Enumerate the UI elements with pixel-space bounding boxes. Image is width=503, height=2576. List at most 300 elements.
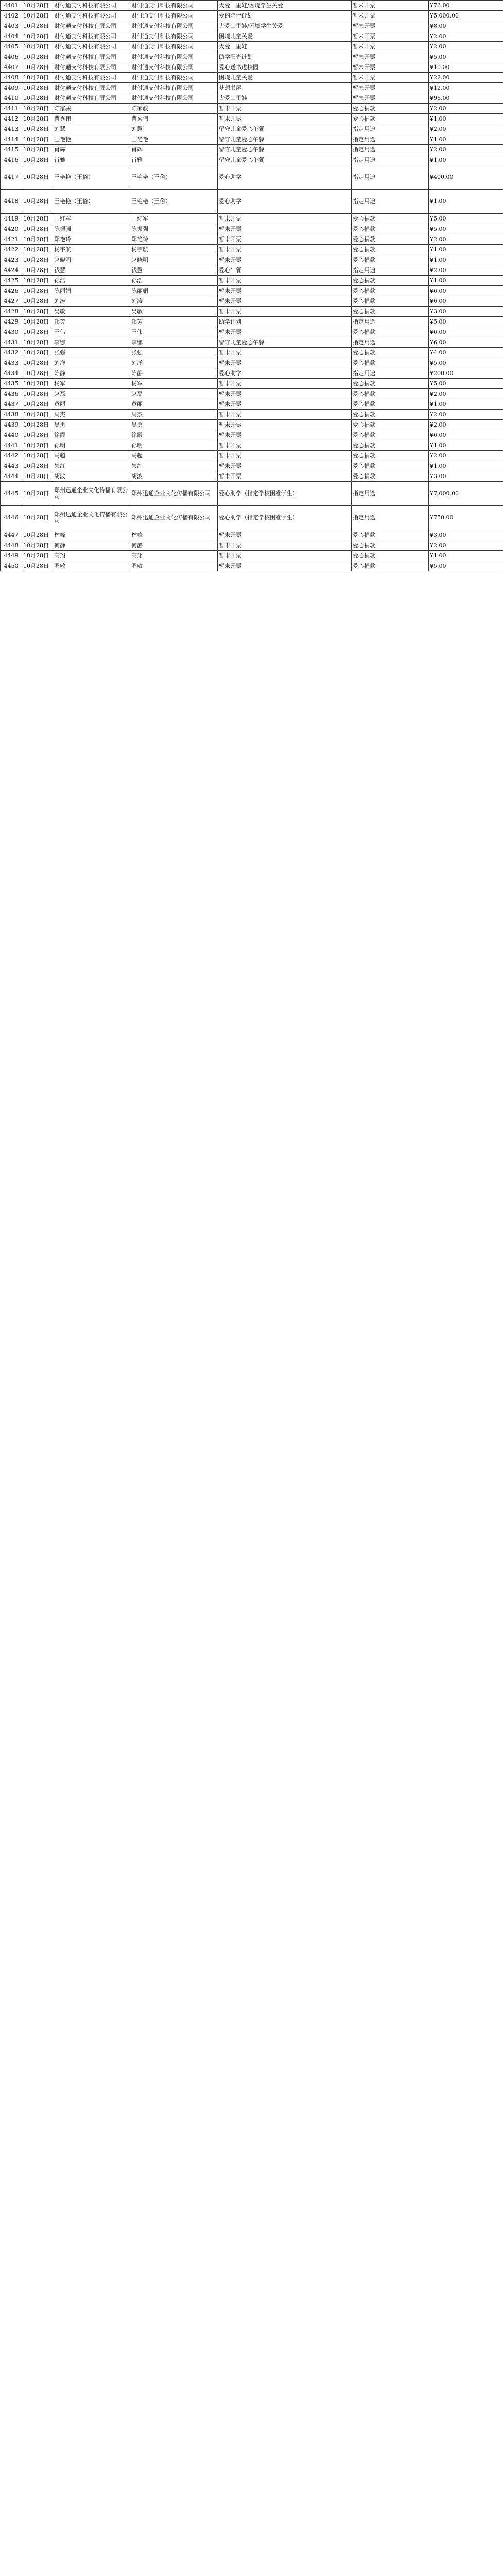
row-date: 10月28日 bbox=[22, 124, 53, 134]
row-donor: 郑艳玲 bbox=[53, 234, 130, 245]
row-payer: 李娜 bbox=[130, 337, 218, 348]
ledger-body bbox=[1, 1, 503, 571]
row-donor: 郑州迅通企业文化传播有限公司 bbox=[53, 482, 130, 506]
table-row bbox=[1, 73, 503, 83]
row-purpose: 爱心助学 bbox=[218, 190, 352, 214]
row-amount: ¥1.00 bbox=[429, 114, 503, 124]
table-row bbox=[1, 245, 503, 255]
row-donor: 刘慧 bbox=[53, 124, 130, 134]
row-donor: 财付通支付科技有限公司 bbox=[53, 52, 130, 62]
row-number: 4402 bbox=[1, 11, 22, 21]
row-payer: 孙浩 bbox=[130, 276, 218, 286]
table-row bbox=[1, 145, 503, 155]
table-row bbox=[1, 530, 503, 540]
row-purpose: 暂未开票 bbox=[218, 440, 352, 451]
row-purpose: 暂未开票 bbox=[218, 348, 352, 358]
row-type: 爱心捐款 bbox=[352, 224, 429, 234]
row-number: 4412 bbox=[1, 114, 22, 124]
row-type: 爱心捐款 bbox=[352, 276, 429, 286]
row-payer: 王红军 bbox=[130, 214, 218, 224]
row-date: 10月28日 bbox=[22, 114, 53, 124]
row-donor: 林峰 bbox=[53, 530, 130, 540]
row-date: 10月28日 bbox=[22, 265, 53, 276]
row-type: 爱心捐款 bbox=[352, 114, 429, 124]
table-row bbox=[1, 104, 503, 114]
table-row bbox=[1, 307, 503, 317]
row-donor: 财付通支付科技有限公司 bbox=[53, 11, 130, 21]
row-payer: 财付通支付科技有限公司 bbox=[130, 31, 218, 42]
table-row bbox=[1, 461, 503, 471]
row-number: 4445 bbox=[1, 482, 22, 506]
row-number: 4430 bbox=[1, 327, 22, 337]
row-purpose: 留守儿童爱心午餐 bbox=[218, 145, 352, 155]
row-number: 4409 bbox=[1, 83, 22, 93]
row-donor: 李娜 bbox=[53, 337, 130, 348]
row-date: 10月28日 bbox=[22, 234, 53, 245]
row-payer: 杨宇航 bbox=[130, 245, 218, 255]
row-payer: 财付通支付科技有限公司 bbox=[130, 52, 218, 62]
row-purpose: 暂未开票 bbox=[218, 114, 352, 124]
row-amount: ¥4.00 bbox=[429, 348, 503, 358]
row-payer: 王艳艳 bbox=[130, 134, 218, 145]
row-payer: 郑州迅通企业文化传播有限公司 bbox=[130, 482, 218, 506]
row-date: 10月28日 bbox=[22, 214, 53, 224]
row-date: 10月28日 bbox=[22, 134, 53, 145]
row-amount: ¥6.00 bbox=[429, 296, 503, 307]
row-date: 10月28日 bbox=[22, 348, 53, 358]
row-payer: 赵晓明 bbox=[130, 255, 218, 265]
row-donor: 财付通支付科技有限公司 bbox=[53, 62, 130, 73]
row-number: 4423 bbox=[1, 255, 22, 265]
row-amount: ¥7,000.00 bbox=[429, 482, 503, 506]
row-date: 10月28日 bbox=[22, 561, 53, 571]
row-purpose: 大爱山里娃/困境学生关爱 bbox=[218, 1, 352, 11]
row-amount: ¥2.00 bbox=[429, 451, 503, 461]
row-amount: ¥1.00 bbox=[429, 461, 503, 471]
row-amount: ¥2.00 bbox=[429, 31, 503, 42]
row-number: 4410 bbox=[1, 93, 22, 104]
table-row bbox=[1, 165, 503, 190]
table-row bbox=[1, 114, 503, 124]
row-type: 爱心捐款 bbox=[352, 245, 429, 255]
row-purpose: 爱的陪伴计划 bbox=[218, 11, 352, 21]
row-type: 爱心捐款 bbox=[352, 307, 429, 317]
row-amount: ¥1.00 bbox=[429, 245, 503, 255]
row-amount: ¥2.00 bbox=[429, 104, 503, 114]
row-type: 爱心捐款 bbox=[352, 234, 429, 245]
row-number: 4401 bbox=[1, 1, 22, 11]
row-number: 4434 bbox=[1, 368, 22, 379]
row-date: 10月28日 bbox=[22, 410, 53, 420]
table-row bbox=[1, 561, 503, 571]
row-payer: 孙明 bbox=[130, 440, 218, 451]
row-payer: 郑艳玲 bbox=[130, 234, 218, 245]
row-payer: 曹秀伟 bbox=[130, 114, 218, 124]
row-amount: ¥5.00 bbox=[429, 214, 503, 224]
row-donor: 财付通支付科技有限公司 bbox=[53, 21, 130, 31]
row-date: 10月28日 bbox=[22, 551, 53, 561]
row-type: 爱心捐款 bbox=[352, 410, 429, 420]
row-donor: 钱慧 bbox=[53, 265, 130, 276]
row-type: 指定用途 bbox=[352, 134, 429, 145]
table-row bbox=[1, 214, 503, 224]
row-type: 爱心捐款 bbox=[352, 420, 429, 430]
row-payer: 杨军 bbox=[130, 379, 218, 389]
row-amount: ¥1.00 bbox=[429, 440, 503, 451]
row-purpose: 留守儿童爱心午餐 bbox=[218, 134, 352, 145]
row-type: 爱心捐款 bbox=[352, 286, 429, 296]
table-row bbox=[1, 506, 503, 530]
row-amount: ¥2.00 bbox=[429, 265, 503, 276]
row-payer: 刘涛 bbox=[130, 296, 218, 307]
row-purpose: 大爱山里娃 bbox=[218, 42, 352, 52]
row-date: 10月28日 bbox=[22, 451, 53, 461]
table-row bbox=[1, 276, 503, 286]
table-row bbox=[1, 62, 503, 73]
table-row bbox=[1, 155, 503, 165]
row-date: 10月28日 bbox=[22, 389, 53, 399]
table-row bbox=[1, 337, 503, 348]
row-donor: 赵磊 bbox=[53, 389, 130, 399]
row-type: 爱心捐款 bbox=[352, 530, 429, 540]
row-date: 10月28日 bbox=[22, 21, 53, 31]
row-date: 10月28日 bbox=[22, 430, 53, 440]
table-row bbox=[1, 42, 503, 52]
row-amount: ¥2.00 bbox=[429, 42, 503, 52]
row-purpose: 暂未开票 bbox=[218, 255, 352, 265]
row-number: 4437 bbox=[1, 399, 22, 410]
row-donor: 朱红 bbox=[53, 461, 130, 471]
row-donor: 刘涛 bbox=[53, 296, 130, 307]
row-donor: 周杰 bbox=[53, 410, 130, 420]
row-donor: 陈静 bbox=[53, 368, 130, 379]
row-donor: 王艳艳 bbox=[53, 134, 130, 145]
table-row bbox=[1, 399, 503, 410]
row-purpose: 困境儿童关爱 bbox=[218, 73, 352, 83]
row-payer: 刘洋 bbox=[130, 358, 218, 368]
row-date: 10月28日 bbox=[22, 358, 53, 368]
row-purpose: 暂未开票 bbox=[218, 430, 352, 440]
row-payer: 肖雅 bbox=[130, 155, 218, 165]
table-row bbox=[1, 31, 503, 42]
row-payer: 财付通支付科技有限公司 bbox=[130, 93, 218, 104]
row-purpose: 暂未开票 bbox=[218, 379, 352, 389]
row-date: 10月28日 bbox=[22, 276, 53, 286]
table-row bbox=[1, 286, 503, 296]
row-payer: 财付通支付科技有限公司 bbox=[130, 42, 218, 52]
row-type: 指定用途 bbox=[352, 482, 429, 506]
row-payer: 张强 bbox=[130, 348, 218, 358]
row-type: 爱心捐款 bbox=[352, 379, 429, 389]
row-type: 暂未开票 bbox=[352, 62, 429, 73]
row-type: 暂未开票 bbox=[352, 83, 429, 93]
row-type: 指定用途 bbox=[352, 265, 429, 276]
row-payer: 陈丽娟 bbox=[130, 286, 218, 296]
row-date: 10月28日 bbox=[22, 540, 53, 551]
table-row bbox=[1, 190, 503, 214]
row-type: 爱心捐款 bbox=[352, 296, 429, 307]
row-number: 4450 bbox=[1, 561, 22, 571]
table-row bbox=[1, 234, 503, 245]
row-type: 爱心捐款 bbox=[352, 461, 429, 471]
row-date: 10月28日 bbox=[22, 73, 53, 83]
row-payer: 郑州迅通企业文化传播有限公司 bbox=[130, 506, 218, 530]
table-row bbox=[1, 93, 503, 104]
row-amount: ¥5.00 bbox=[429, 52, 503, 62]
row-purpose: 暂未开票 bbox=[218, 551, 352, 561]
table-row bbox=[1, 11, 503, 21]
row-purpose: 暂未开票 bbox=[218, 224, 352, 234]
row-amount: ¥6.00 bbox=[429, 430, 503, 440]
row-donor: 黄丽 bbox=[53, 399, 130, 410]
row-number: 4425 bbox=[1, 276, 22, 286]
row-amount: ¥5.00 bbox=[429, 561, 503, 571]
row-date: 10月28日 bbox=[22, 62, 53, 73]
row-purpose: 暂未开票 bbox=[218, 234, 352, 245]
row-purpose: 暂未开票 bbox=[218, 420, 352, 430]
row-type: 指定用途 bbox=[352, 337, 429, 348]
row-purpose: 助学计划 bbox=[218, 317, 352, 327]
row-number: 4438 bbox=[1, 410, 22, 420]
row-amount: ¥2.00 bbox=[429, 145, 503, 155]
row-payer: 陈家骏 bbox=[130, 104, 218, 114]
table-row bbox=[1, 224, 503, 234]
table-row bbox=[1, 265, 503, 276]
row-payer: 钱慧 bbox=[130, 265, 218, 276]
table-row bbox=[1, 21, 503, 31]
table-row bbox=[1, 368, 503, 379]
row-number: 4429 bbox=[1, 317, 22, 327]
row-date: 10月28日 bbox=[22, 255, 53, 265]
row-donor: 王伟 bbox=[53, 327, 130, 337]
row-date: 10月28日 bbox=[22, 506, 53, 530]
row-number: 4413 bbox=[1, 124, 22, 134]
row-purpose: 爱心送书进校园 bbox=[218, 62, 352, 73]
row-amount: ¥750.00 bbox=[429, 506, 503, 530]
row-number: 4411 bbox=[1, 104, 22, 114]
row-number: 4421 bbox=[1, 234, 22, 245]
row-payer: 王艳艳（王俗） bbox=[130, 190, 218, 214]
row-donor: 肖辉 bbox=[53, 145, 130, 155]
row-date: 10月28日 bbox=[22, 93, 53, 104]
row-purpose: 大爱山里娃/困境学生关爱 bbox=[218, 21, 352, 31]
row-purpose: 暂未开票 bbox=[218, 245, 352, 255]
row-date: 10月28日 bbox=[22, 1, 53, 11]
row-purpose: 暂未开票 bbox=[218, 358, 352, 368]
row-donor: 陈丽娟 bbox=[53, 286, 130, 296]
row-type: 爱心捐款 bbox=[352, 348, 429, 358]
row-type: 暂未开票 bbox=[352, 21, 429, 31]
row-date: 10月28日 bbox=[22, 482, 53, 506]
row-donor: 刘洋 bbox=[53, 358, 130, 368]
row-amount: ¥1.00 bbox=[429, 399, 503, 410]
row-donor: 高翔 bbox=[53, 551, 130, 561]
row-payer: 吴敏 bbox=[130, 307, 218, 317]
row-amount: ¥2.00 bbox=[429, 420, 503, 430]
row-payer: 陈振强 bbox=[130, 224, 218, 234]
row-payer: 财付通支付科技有限公司 bbox=[130, 11, 218, 21]
row-donor: 陈家骏 bbox=[53, 104, 130, 114]
row-amount: ¥12.00 bbox=[429, 83, 503, 93]
row-donor: 陈振强 bbox=[53, 224, 130, 234]
row-type: 暂未开票 bbox=[352, 93, 429, 104]
row-number: 4435 bbox=[1, 379, 22, 389]
row-purpose: 暂未开票 bbox=[218, 327, 352, 337]
row-number: 4406 bbox=[1, 52, 22, 62]
row-number: 4416 bbox=[1, 155, 22, 165]
row-date: 10月28日 bbox=[22, 317, 53, 327]
table-row bbox=[1, 134, 503, 145]
row-number: 4404 bbox=[1, 31, 22, 42]
row-type: 指定用途 bbox=[352, 506, 429, 530]
row-amount: ¥2.00 bbox=[429, 410, 503, 420]
row-number: 4433 bbox=[1, 358, 22, 368]
row-number: 4447 bbox=[1, 530, 22, 540]
row-donor: 杨宇航 bbox=[53, 245, 130, 255]
row-purpose: 爱心午餐 bbox=[218, 265, 352, 276]
row-purpose: 暂未开票 bbox=[218, 540, 352, 551]
row-number: 4419 bbox=[1, 214, 22, 224]
row-type: 爱心捐款 bbox=[352, 471, 429, 482]
table-row bbox=[1, 430, 503, 440]
row-purpose: 暂未开票 bbox=[218, 561, 352, 571]
row-number: 4431 bbox=[1, 337, 22, 348]
row-type: 爱心捐款 bbox=[352, 561, 429, 571]
row-amount: ¥1.00 bbox=[429, 255, 503, 265]
row-donor: 徐霞 bbox=[53, 430, 130, 440]
row-payer: 财付通支付科技有限公司 bbox=[130, 1, 218, 11]
row-number: 4426 bbox=[1, 286, 22, 296]
row-amount: ¥1.00 bbox=[429, 190, 503, 214]
row-purpose: 暂未开票 bbox=[218, 307, 352, 317]
row-amount: ¥5.00 bbox=[429, 224, 503, 234]
row-date: 10月28日 bbox=[22, 440, 53, 451]
row-number: 4420 bbox=[1, 224, 22, 234]
row-donor: 孙明 bbox=[53, 440, 130, 451]
row-amount: ¥5,000.00 bbox=[429, 11, 503, 21]
row-purpose: 暂未开票 bbox=[218, 286, 352, 296]
row-date: 10月28日 bbox=[22, 399, 53, 410]
row-purpose: 助学阳光计划 bbox=[218, 52, 352, 62]
table-row bbox=[1, 296, 503, 307]
row-number: 4443 bbox=[1, 461, 22, 471]
row-number: 4408 bbox=[1, 73, 22, 83]
table-row bbox=[1, 451, 503, 461]
row-payer: 王伟 bbox=[130, 327, 218, 337]
row-amount: ¥96.00 bbox=[429, 93, 503, 104]
row-purpose: 暂未开票 bbox=[218, 104, 352, 114]
table-row bbox=[1, 124, 503, 134]
row-payer: 徐霞 bbox=[130, 430, 218, 440]
row-number: 4436 bbox=[1, 389, 22, 399]
row-donor: 财付通支付科技有限公司 bbox=[53, 42, 130, 52]
row-number: 4403 bbox=[1, 21, 22, 31]
row-amount: ¥200.00 bbox=[429, 368, 503, 379]
row-donor: 赵晓明 bbox=[53, 255, 130, 265]
row-purpose: 梦想书屋 bbox=[218, 83, 352, 93]
row-payer: 刘慧 bbox=[130, 124, 218, 134]
row-type: 爱心捐款 bbox=[352, 104, 429, 114]
table-row bbox=[1, 482, 503, 506]
row-donor: 曹秀伟 bbox=[53, 114, 130, 124]
row-payer: 王艳艳（王俗） bbox=[130, 165, 218, 190]
row-payer: 朱红 bbox=[130, 461, 218, 471]
row-number: 4414 bbox=[1, 134, 22, 145]
row-type: 指定用途 bbox=[352, 368, 429, 379]
row-donor: 吴敏 bbox=[53, 307, 130, 317]
row-payer: 赵磊 bbox=[130, 389, 218, 399]
row-purpose: 留守儿童爱心午餐 bbox=[218, 155, 352, 165]
row-purpose: 暂未开票 bbox=[218, 471, 352, 482]
row-payer: 财付通支付科技有限公司 bbox=[130, 73, 218, 83]
row-amount: ¥5.00 bbox=[429, 379, 503, 389]
row-date: 10月28日 bbox=[22, 11, 53, 21]
row-purpose: 暂未开票 bbox=[218, 296, 352, 307]
row-donor: 郑州迅通企业文化传播有限公司 bbox=[53, 506, 130, 530]
row-payer: 胡波 bbox=[130, 471, 218, 482]
table-row bbox=[1, 551, 503, 561]
row-donor: 王艳艳（王俗） bbox=[53, 165, 130, 190]
row-amount: ¥6.00 bbox=[429, 327, 503, 337]
row-date: 10月28日 bbox=[22, 327, 53, 337]
row-purpose: 爱心助学（指定学校困难学生） bbox=[218, 482, 352, 506]
row-payer: 黄丽 bbox=[130, 399, 218, 410]
row-donor: 马超 bbox=[53, 451, 130, 461]
row-payer: 何静 bbox=[130, 540, 218, 551]
row-payer: 财付通支付科技有限公司 bbox=[130, 21, 218, 31]
row-donor: 吴勇 bbox=[53, 420, 130, 430]
row-date: 10月28日 bbox=[22, 307, 53, 317]
row-type: 指定用途 bbox=[352, 155, 429, 165]
row-purpose: 困境儿童关爱 bbox=[218, 31, 352, 42]
row-amount: ¥3.00 bbox=[429, 307, 503, 317]
row-donor: 财付通支付科技有限公司 bbox=[53, 93, 130, 104]
row-donor: 财付通支付科技有限公司 bbox=[53, 83, 130, 93]
row-donor: 张强 bbox=[53, 348, 130, 358]
row-date: 10月28日 bbox=[22, 461, 53, 471]
row-donor: 财付通支付科技有限公司 bbox=[53, 1, 130, 11]
row-amount: ¥3.00 bbox=[429, 530, 503, 540]
table-row bbox=[1, 471, 503, 482]
row-amount: ¥8.00 bbox=[429, 21, 503, 31]
table-row bbox=[1, 420, 503, 430]
row-date: 10月28日 bbox=[22, 379, 53, 389]
row-number: 4449 bbox=[1, 551, 22, 561]
row-purpose: 暂未开票 bbox=[218, 451, 352, 461]
row-amount: ¥2.00 bbox=[429, 540, 503, 551]
row-payer: 肖辉 bbox=[130, 145, 218, 155]
row-amount: ¥1.00 bbox=[429, 134, 503, 145]
row-number: 4417 bbox=[1, 165, 22, 190]
row-type: 爱心捐款 bbox=[352, 214, 429, 224]
row-number: 4446 bbox=[1, 506, 22, 530]
row-purpose: 暂未开票 bbox=[218, 461, 352, 471]
row-date: 10月28日 bbox=[22, 286, 53, 296]
row-purpose: 暂未开票 bbox=[218, 389, 352, 399]
table-row bbox=[1, 540, 503, 551]
row-date: 10月28日 bbox=[22, 165, 53, 190]
table-row bbox=[1, 440, 503, 451]
row-purpose: 暂未开票 bbox=[218, 530, 352, 540]
row-donor: 罗敏 bbox=[53, 561, 130, 571]
row-number: 4428 bbox=[1, 307, 22, 317]
row-donor: 杨军 bbox=[53, 379, 130, 389]
row-number: 4440 bbox=[1, 430, 22, 440]
row-payer: 财付通支付科技有限公司 bbox=[130, 83, 218, 93]
row-date: 10月28日 bbox=[22, 530, 53, 540]
row-amount: ¥5.00 bbox=[429, 317, 503, 327]
row-payer: 高翔 bbox=[130, 551, 218, 561]
